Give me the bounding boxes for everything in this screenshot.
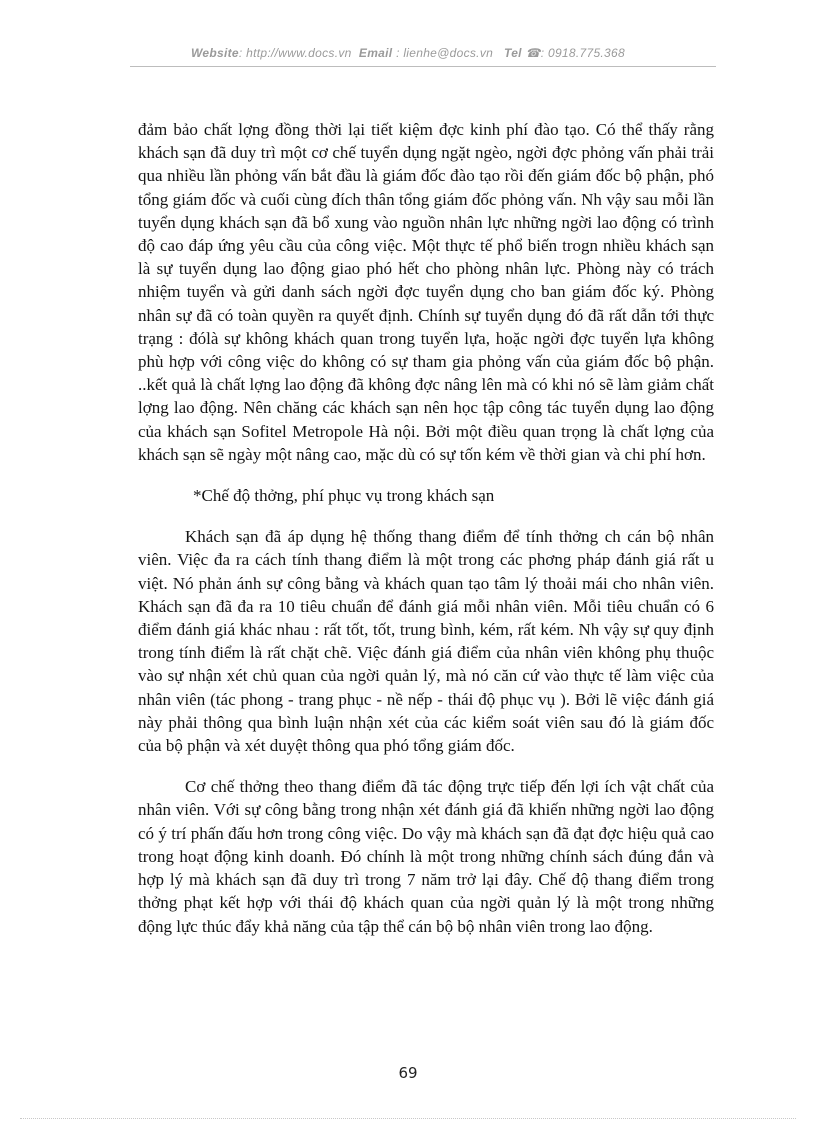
- document-body: [138, 118, 714, 956]
- phone-icon: ☎: [525, 46, 541, 60]
- header-divider: [130, 66, 716, 67]
- tel-label: Tel: [504, 46, 522, 60]
- page-number: 69: [398, 1064, 418, 1082]
- paragraph-scoring-system: Khách sạn đã áp dụng hệ thống thang điểm để tính thởng ch cán bộ nhân viên. Việc đa ra cách tính thang điểm là một trong các phơng pháp đánh giá rất u việt. Nó phản ánh sự công bằng và khách quan tạo tâm lý thoải mái cho nhân viên. Khách sạn đã đa ra 10 tiêu chuẩn để đánh giá mỗi nhân viên. Mỗi tiêu chuẩn có 6 điểm đánh giá khác nhau : rất tốt, tốt, trung bình, kém, rất kém. Nh vậy sự quy định trong tính điểm là rất chặt chẽ. Việc đánh giá điểm của nhân viên không phụ thuộc vào sự nhận xét chủ quan của ngời quản lý, mà nó căn cứ vào thực tế làm việc của nhân viên (tác phong - trang phục - nề nếp - thái độ phục vụ ). Bởi lẽ việc đánh giá này phải thông qua bình luận nhận xét của các kiểm soát viên sau đó là giám đốc của bộ phận và xét duyệt thông qua phó tổng giám đốc.: [138, 527, 714, 756]
- paragraph-reward-mechanism: Cơ chế thởng theo thang điểm đã tác động trực tiếp đến lợi ích vật chất của nhân viên. Với sự công bằng trong nhận xét đánh giá đã khiến những ngời lao động có ý trí phấn đấu hơn trong công việc. Do vậy mà khách sạn đã đạt đợc hiệu quả cao trong hoạt động kinh doanh. Đó chính là một trong những chính sách đúng đắn và hợp lý mà khách sạn đã duy trì trong 7 năm trở lại đây. Chế độ thang điểm trong thởng phạt kết hợp với thái độ khách quan của ngời quản lý là một trong những động lực thúc đẩy khả năng của tập thể cán bộ bộ nhân viên trong lao động.: [138, 777, 714, 936]
- paragraph-recruitment: đảm bảo chất lợng đồng thời lại tiết kiệm đợc kinh phí đào tạo. Có thể thấy rằng khách sạn đã duy trì một cơ chế tuyển dụng ngặt ngèo, ngời đợc phỏng vấn phải trải qua nhiều lần phỏng vấn bắt đầu là giám đốc đào tạo rồi đến giám đốc bộ phận, phó tổng giám đốc và cuối cùng đích thân tổng giám đốc phỏng vấn. Nh vậy sau mỗi lần tuyển dụng khách sạn đã bổ xung vào nguồn nhân lực những ngời lao động có trình độ cao đáp ứng yêu cầu của công việc. Một thực tế phổ biến trogn nhiều khách sạn là sự tuyển dụng lao động giao phó hết cho phòng nhân lực. Phòng này có trách nhiệm tuyển và gửi danh sách ngời đợc tuyển dụng cho ban giám đốc ký. Phòng nhân sự đã có toàn quyền ra quyết định. Chính sự tuyển dụng đó đã rất dẫn tới thực trạng : đólà sự không khách quan trong tuyển lựa, hoặc ngời đợc tuyển lựa không phù hợp với công việc do không có sự tham gia phỏng vấn của giám đốc bộ phận. ..kết quả là chất lợng lao động đã không đợc nâng lên mà có khi nó sẽ làm giảm chất lợng lao động. Nên chăng các khách sạn nên học tập công tác tuyển dụng lao động của khách sạn Sofitel Metropole Hà nội. Bởi một điều quan trọng là chất lợng của khách sạn sẽ ngày một nâng cao, mặc dù có sự tốn kém về thời gian và chi phí hơn.: [138, 120, 714, 464]
- footer-divider: [20, 1118, 796, 1119]
- website-label: Website: [191, 46, 239, 60]
- tel-value: : 0918.775.368: [540, 46, 625, 60]
- page-header: [0, 46, 816, 60]
- section-heading: *Chế độ thởng, phí phục vụ trong khách sạn: [193, 486, 495, 506]
- email-label: Email: [358, 46, 393, 60]
- website-value: : http://www.docs.vn: [238, 46, 352, 60]
- email-value: : lienhe@docs.vn: [396, 46, 494, 60]
